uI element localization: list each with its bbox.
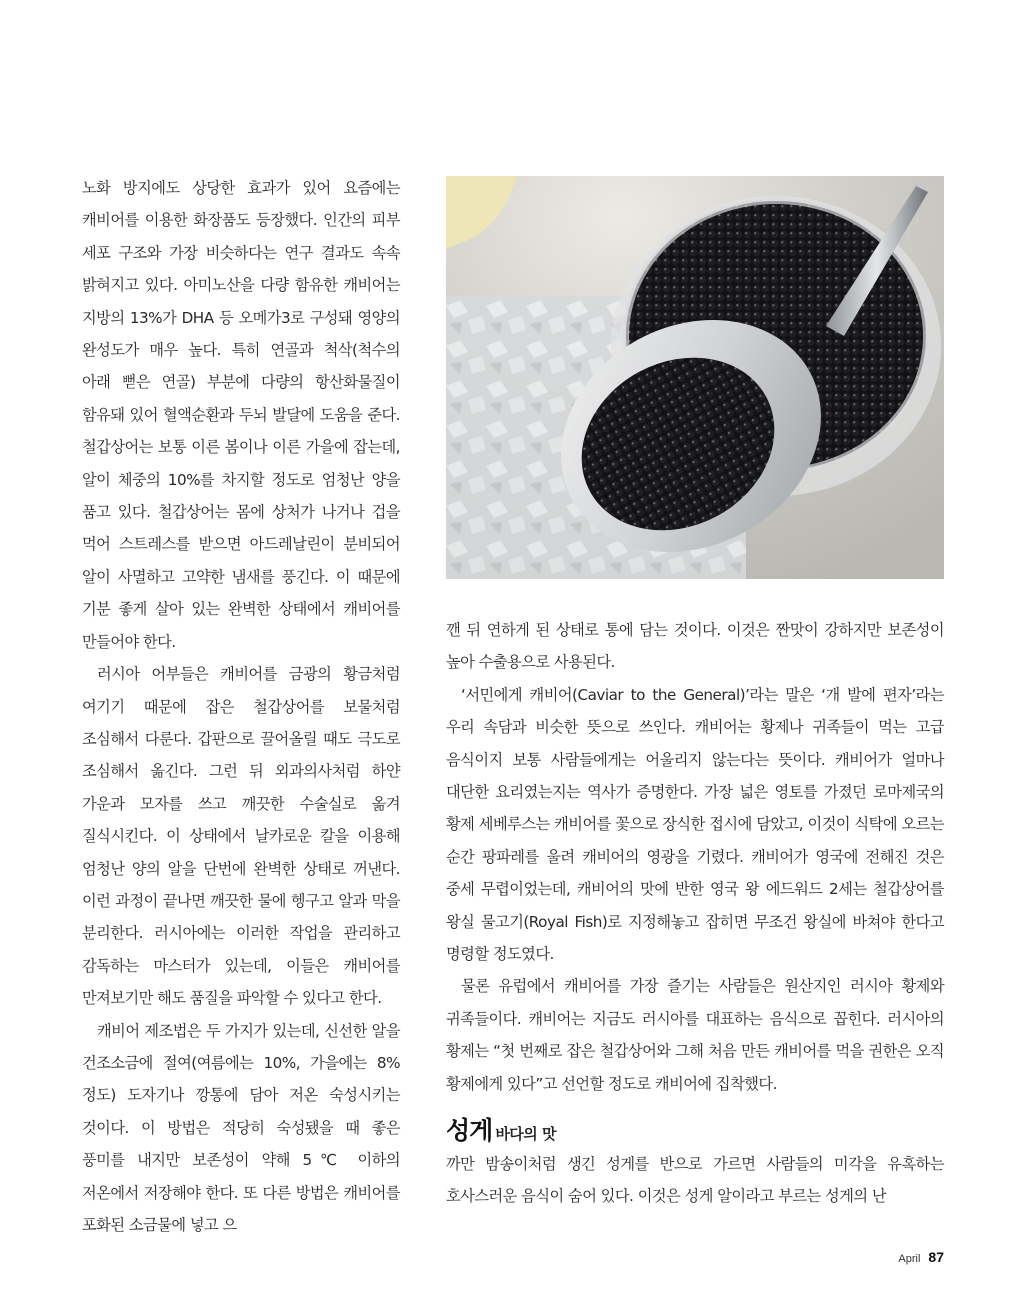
paragraph: 노화 방지에도 상당한 효과가 있어 요즘에는 캐비어를 이용한 화장품도 등장했다. 인간의 피부 세포 구조와 가장 비슷하다는 연구 결과도 속속 밝혀지고 있다. 아미노산을 다량 함유한 캐비어는 지방의 13%가 DHA 등 오메가3로 구성돼 영양의 완성도가 매우 높다. 특히 연골과 척삭(척수의 아래 뻗은 연골) 부분에 다량의 항산화물질이 함유돼 있어 혈액순환과 두뇌 발달에 도움을 준다. 철갑상어는 보통 이른 봄이나 이른 가을에 잡는데, 알이 체중의 10%를 차지할 정도로 엄청난 양을 품고 있다. 철갑상어는 몸에 상처가 나거나 겁을 먹어 스트레스를 받으면 아드레날린이 분비되어 알이 사멸하고 고약한 냄새를 풍긴다. 이 때문에 기분 좋게 살아 있는 완벽한 상태에서 캐비어를 만들어야 한다. [82, 179, 400, 651]
paragraph: 물론 유럽에서 캐비어를 가장 즐기는 사람들은 원산지인 러시아 황제와 귀족들이다. 캐비어는 지금도 러시아를 대표하는 음식으로 꼽힌다. 러시아의 황제는 “첫 번째로 잡은 철갑상어와 그해 처음 만든 캐비어를 먹을 권한은 오직 황제에게 있다”고 선언할 정도로 캐비어에 집착했다. [446, 977, 944, 1093]
left-text-column [82, 172, 400, 1241]
paragraph: 캐비어 제조법은 두 가지가 있는데, 신선한 알을 건조소금에 절여(여름에는 10%, 가을에는 8% 정도) 도자기나 깡통에 담아 저온 숙성시키는 것이다. 이 방법은 적당히 숙성됐을 때 좋은 풍미를 내지만 보존성이 약해 5℃ 이하의 저온에서 저장해야 한다. 또 다른 방법은 캐비어를 포화된 소금물에 넣고 으 [82, 1021, 400, 1234]
footer-month: April [898, 1253, 921, 1265]
paragraph: ‘서민에게 캐비어(Caviar to the General)’라는 말은 ‘개 발에 편자’라는 우리 속담과 비슷한 뜻으로 쓰인다. 캐비어는 황제나 귀족들이 먹는 고급 음식이지 보통 사람들에게는 어울리지 않는다는 뜻이다. 캐비어가 얼마나 대단한 요리였는지는 역사가 증명한다. 가장 넓은 영토를 가졌던 로마제국의 황제 세베루스는 캐비어를 꽃으로 장식한 접시에 담았고, 이것이 식탁에 오르는 순간 팡파레를 울려 캐비어의 영광을 기렸다. 캐비어가 영국에 전해진 것은 중세 무렵이었는데, 캐비어의 맛에 반한 영국 왕 에드워드 2세는 철갑상어를 왕실 물고기(Royal Fish)로 지정해놓고 잡히면 무조건 왕실에 바쳐야 한다고 명령할 정도였다. [446, 685, 944, 964]
page-footer [898, 1249, 944, 1265]
section-title: 성게 [446, 1116, 493, 1145]
page-number: 87 [928, 1249, 944, 1265]
section-subtitle: 바다의 맛 [495, 1125, 556, 1143]
caviar-photo [446, 176, 944, 579]
section-text [446, 1148, 944, 1213]
paragraph: 러시아 어부들은 캐비어를 금광의 황금처럼 여기기 때문에 잡은 철갑상어를 보물처럼 조심해서 다룬다. 갑판으로 끌어올릴 때도 극도로 조심해서 옮긴다. 그런 뒤 외과의사처럼 하얀 가운과 모자를 쓰고 깨끗한 수술실로 옮겨 질식시킨다. 이 상태에서 날카로운 칼을 이용해 엄청난 양의 알을 단번에 완벽한 상태로 꺼낸다. 이런 과정이 끝나면 깨끗한 물에 헹구고 알과 막을 분리한다. 러시아에는 이러한 작업을 관리하고 감독하는 마스터가 있는데, 이들은 캐비어를 만져보기만 해도 품질을 파악할 수 있다고 한다. [82, 665, 400, 1008]
section-heading [446, 1111, 556, 1151]
right-text-column [446, 614, 944, 1100]
paragraph: 깬 뒤 연하게 된 상태로 통에 담는 것이다. 이것은 짠맛이 강하지만 보존성이 높아 수출용으로 사용된다. [446, 621, 944, 672]
paragraph: 까만 밤송이처럼 생긴 성게를 반으로 가르면 사람들의 미각을 유혹하는 호사스러운 음식이 숨어 있다. 이것은 성게 알이라고 부르는 성게의 난 [446, 1155, 944, 1206]
caviar-illustration [446, 176, 944, 579]
